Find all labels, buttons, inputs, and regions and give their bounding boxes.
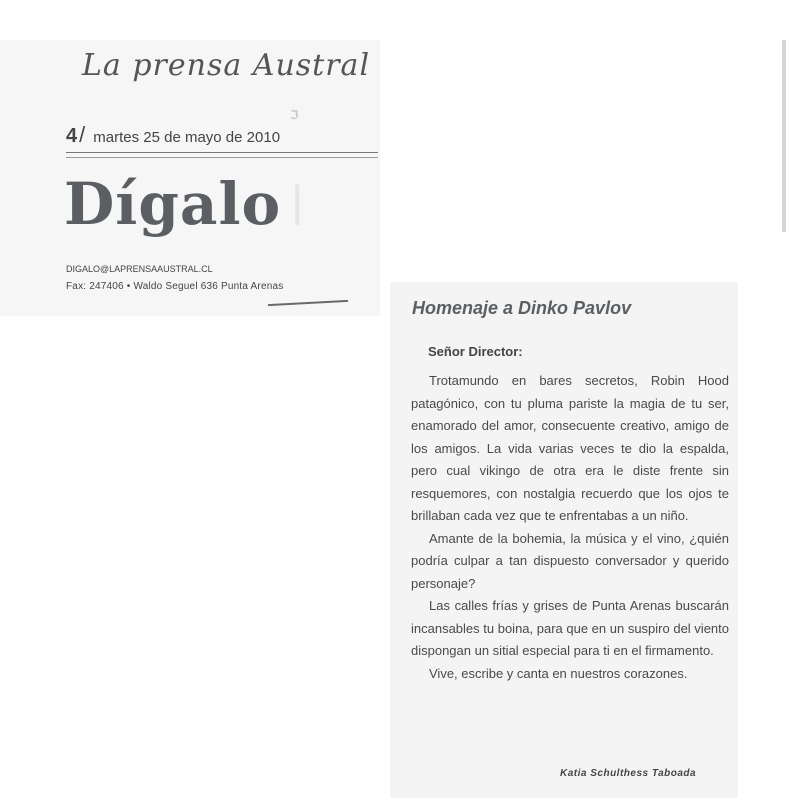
page-edge bbox=[782, 40, 786, 232]
page-slash: / bbox=[79, 122, 86, 147]
divider bbox=[66, 152, 378, 153]
letter-paragraph: Amante de la bohemia, la música y el vino, ¿quién podría culpar a tan dispuesto conversador y querido personaje? bbox=[411, 530, 729, 591]
letter-paragraph: Trotamundo en bares secretos, Robin Hood patagónico, con tu pluma pariste la magia de tu ser, enamorado del amor, consecuente creativo, amigo de los amigos. La vida varias veces te dio la espalda, pero cual vikingo de otra era le diste frente sin resquemores, con nostalgia recuerdo que los ojos te brillaban cada vez que te enfrentabas a un niño. bbox=[411, 373, 729, 523]
page-number: 4 bbox=[66, 125, 78, 147]
dateline bbox=[66, 122, 280, 148]
handwritten-note: La prensa Austral bbox=[82, 48, 371, 83]
bleed-through-text: ℑ bbox=[290, 108, 299, 122]
section-email: DIGALO@LAPRENSAAUSTRAL.CL bbox=[66, 264, 213, 274]
letter-paragraph: Las calles frías y grises de Punta Arenas buscarán incansables tu boina, para que en un suspiro del viento dispongan un sitial especial para ti en el firmamento. bbox=[411, 598, 729, 658]
letter-headline: Homenaje a Dinko Pavlov bbox=[412, 298, 632, 318]
letter-paragraph: Vive, escribe y canta en nuestros corazones. bbox=[429, 665, 688, 681]
section-title: Dígalo bbox=[64, 170, 282, 238]
section-fax-address: Fax: 247406 • Waldo Seguel 636 Punta Arenas bbox=[66, 281, 284, 292]
divider bbox=[66, 157, 378, 158]
letter-salutation: Señor Director: bbox=[428, 344, 523, 359]
letter-signature: Katia Schulthess Taboada bbox=[560, 768, 697, 779]
publication-date: martes 25 de mayo de 2010 bbox=[93, 129, 281, 146]
letter-body bbox=[411, 370, 729, 685]
bleed-through-text: | bbox=[290, 178, 305, 225]
